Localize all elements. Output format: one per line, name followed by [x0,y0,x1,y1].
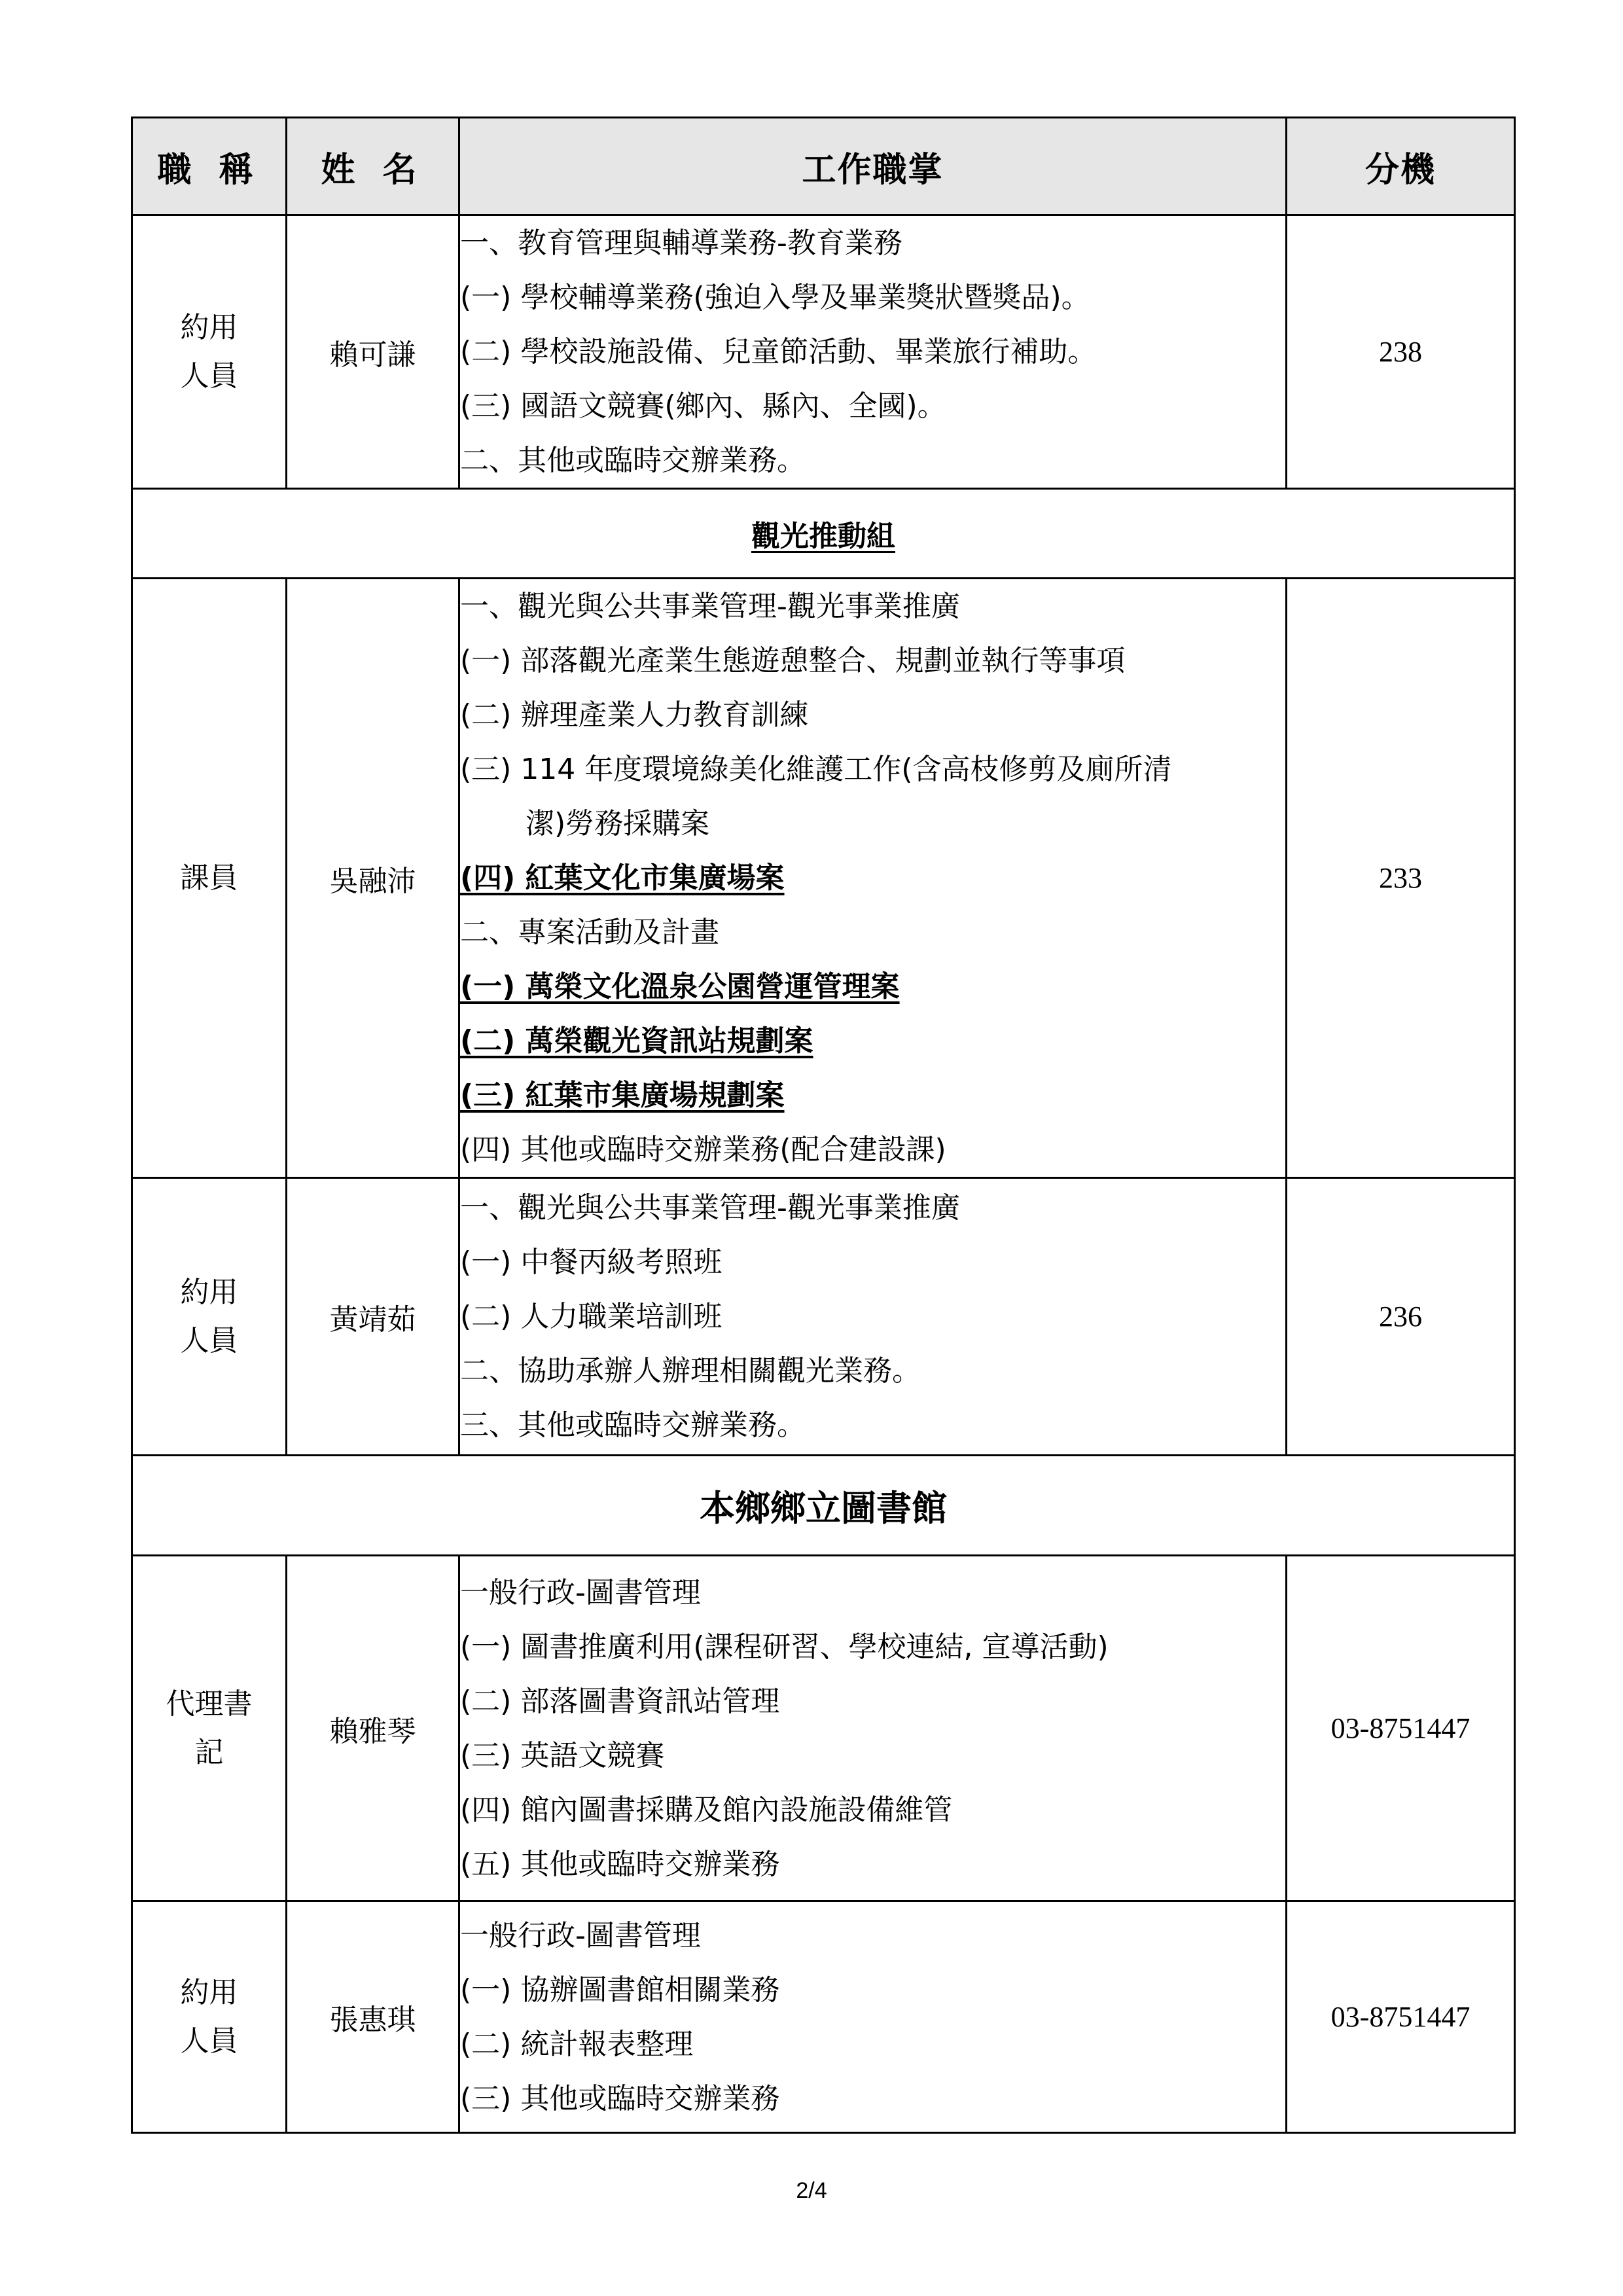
job-title-line: 記 [194,1735,224,1769]
duty-item: (三) 114 年度環境綠美化維護工作(含高枝修剪及廁所清 [460,753,1172,786]
job-title-line: 約用 [180,1975,238,2009]
duty-list [459,1556,1287,1901]
duty-item: (三) 國語文競賽(鄉內、縣內、全國)。 [460,389,946,423]
header-duties: 工作職掌 [459,118,1287,215]
duty-item: (二) 辦理產業人力教育訓練 [460,698,809,732]
job-title-line: 人員 [180,1323,238,1357]
header-row [132,118,1515,215]
duty-item: (四) 館內圖書採購及館內設施設備維管 [460,1793,953,1827]
duty-item: 二、協助承辦人辦理相關觀光業務。 [460,1354,921,1388]
job-title-line: 約用 [180,310,238,344]
duty-item: 一般行政-圖書管理 [460,1918,701,1952]
duty-item: (一) 協辦圖書館相關業務 [460,1973,780,2007]
duty-item: 二、專案活動及計畫 [460,916,719,949]
staff-name: 黃靖茹 [287,1178,459,1456]
duty-item: (二) 學校設施設備、兒童節活動、畢業旅行補助。 [460,335,1097,368]
job-title-line: 人員 [180,2024,238,2058]
table-row [132,215,1515,489]
duty-item: (一) 萬榮文化溫泉公園營運管理案 [460,970,900,1003]
table-row [132,1556,1515,1901]
job-title [132,1901,287,2133]
duty-item: 一、觀光與公共事業管理-觀光事業推廣 [460,1191,960,1225]
table-row [132,1178,1515,1456]
duty-item: (四) 紅葉文化市集廣場案 [460,861,785,895]
job-title-line: 人員 [180,359,238,393]
job-title-line: 代理書 [166,1687,253,1721]
job-title-line: 約用 [180,1275,238,1309]
section-title: 觀光推動組 [751,520,895,553]
duty-item: 二、其他或臨時交辦業務。 [460,444,806,477]
duty-item: (二) 萬榮觀光資訊站規劃案 [460,1024,813,1058]
duty-item: (一) 學校輔導業務(強迫入學及畢業獎狀暨獎品)。 [460,281,1090,314]
staff-name: 吳融沛 [287,579,459,1178]
duty-item: (二) 統計報表整理 [460,2027,694,2061]
staff-name: 賴雅琴 [287,1556,459,1901]
extension: 238 [1287,215,1515,489]
duty-item: (二) 人力職業培訓班 [460,1300,722,1333]
duty-table [131,117,1516,2134]
section-row [132,489,1515,579]
duty-item: 一般行政-圖書管理 [460,1575,701,1609]
header-title: 職 稱 [132,118,287,215]
duty-item: (二) 部落圖書資訊站管理 [460,1684,780,1718]
job-title [132,215,287,489]
duty-item-continued: 潔)勞務採購案 [526,807,710,840]
job-title-line: 課員 [180,861,238,895]
header-name: 姓 名 [287,118,459,215]
table-row [132,579,1515,1178]
staff-name: 張惠琪 [287,1901,459,2133]
section-tourism [132,489,1515,579]
duty-list [459,579,1287,1178]
duty-item: (三) 其他或臨時交辦業務 [460,2081,780,2115]
duty-list [459,1901,1287,2133]
job-title [132,1556,287,1901]
section-library [132,1456,1515,1556]
duty-item: (五) 其他或臨時交辦業務 [460,1847,780,1881]
duty-list [459,215,1287,489]
extension: 03-8751447 [1287,1556,1515,1901]
duty-item: (一) 圖書推廣利用(課程研習、學校連結, 宣導活動) [460,1630,1109,1664]
page-number: 2/4 [796,2178,827,2203]
section-row [132,1456,1515,1556]
extension: 03-8751447 [1287,1901,1515,2133]
duty-list [459,1178,1287,1456]
job-title [132,579,287,1178]
duty-item: 一、觀光與公共事業管理-觀光事業推廣 [460,590,960,623]
staff-name: 賴可謙 [287,215,459,489]
extension: 236 [1287,1178,1515,1456]
duty-item: (四) 其他或臨時交辦業務(配合建設課) [460,1133,946,1166]
job-title [132,1178,287,1456]
extension: 233 [1287,579,1515,1178]
duty-item: (三) 紅葉市集廣場規劃案 [460,1079,785,1112]
section-title: 本鄉鄉立圖書館 [700,1487,947,1529]
duty-item: (三) 英語文競賽 [460,1738,665,1772]
header-ext: 分機 [1287,118,1515,215]
duty-item: 三、其他或臨時交辦業務。 [460,1408,806,1442]
duty-item: 一、教育管理與輔導業務-教育業務 [460,226,902,260]
duty-item: (一) 中餐丙級考照班 [460,1246,722,1279]
duty-item: (一) 部落觀光產業生態遊憩整合、規劃並執行等事項 [460,644,1126,677]
table-row [132,1901,1515,2133]
